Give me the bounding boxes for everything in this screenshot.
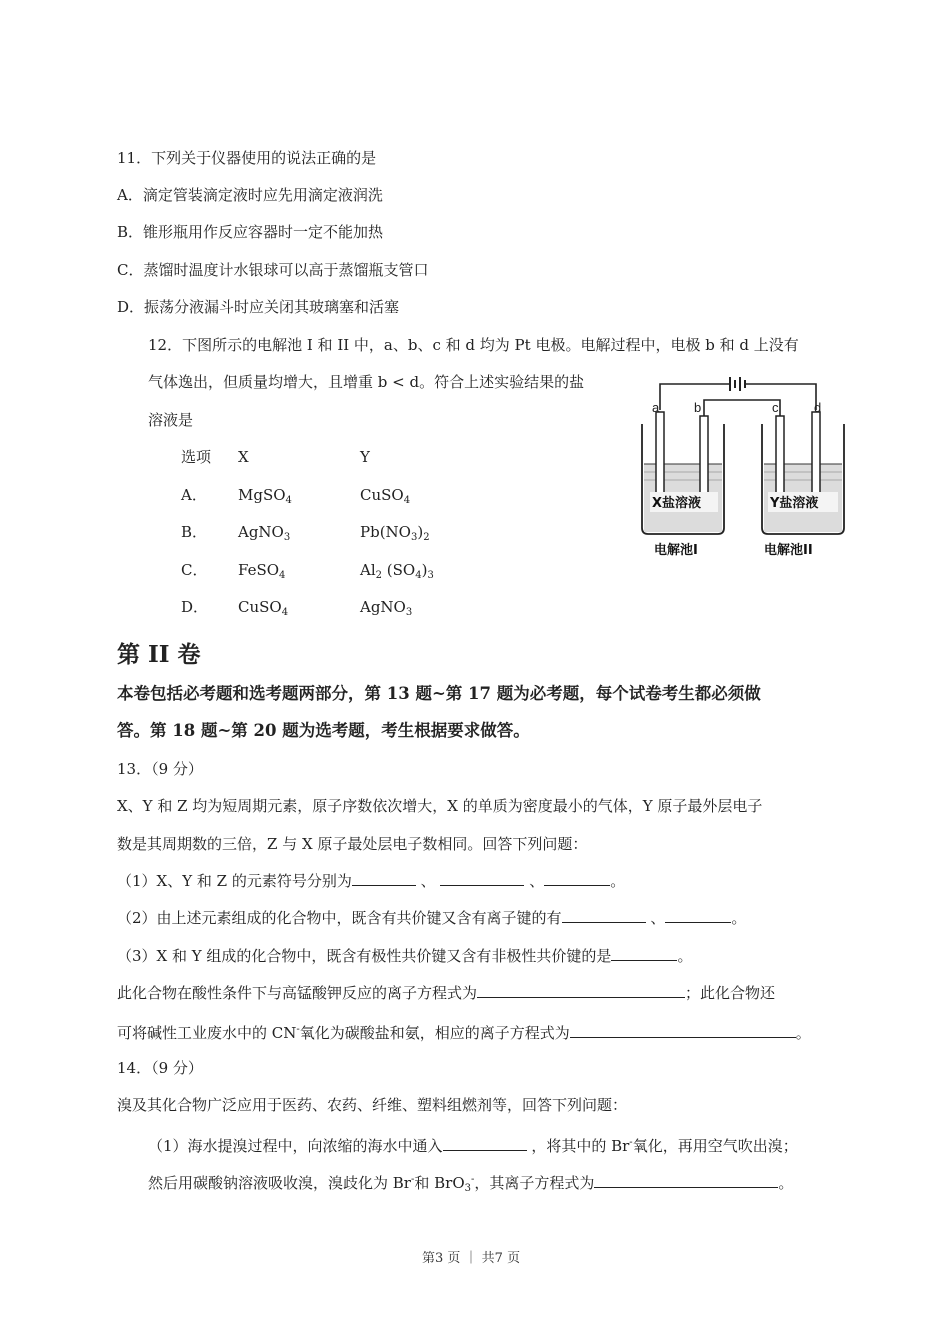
q12-stem-line2: 气体逸出，但质量均增大，且增重 b < d。符合上述实验结果的盐 bbox=[148, 373, 585, 391]
electrolysis-figure bbox=[636, 372, 876, 562]
q13-sub1: （1）X、Y 和 Z 的元素符号分别为 、 、 。 bbox=[117, 872, 626, 890]
q13-sub5: 可将碱性工业废水中的 CN-氧化为碳酸盐和氨，相应的离子方程式为 。 bbox=[117, 1024, 811, 1042]
row-b-y: $Pb(NO_3)_2$ bbox=[360, 523, 430, 543]
answer-blank[interactable] bbox=[562, 908, 646, 923]
row-d-label: D． bbox=[181, 598, 209, 616]
q11-stem: 11．下列关于仪器使用的说法正确的是 bbox=[117, 149, 377, 167]
table-header-y: Y bbox=[360, 448, 370, 466]
row-c-label: C． bbox=[181, 561, 208, 579]
electrode-label-d: d bbox=[814, 400, 822, 415]
row-d-x: CuSO$_4$ bbox=[238, 598, 289, 618]
answer-blank[interactable] bbox=[443, 1136, 527, 1151]
q11-option-a: A．滴定管装滴定液时应先用滴定液润洗 bbox=[117, 186, 383, 204]
row-b-label: B． bbox=[181, 523, 208, 541]
section-title: 第 II 卷 bbox=[117, 641, 201, 668]
electrode-label-a: a bbox=[652, 400, 660, 415]
table-header-x: X bbox=[238, 448, 249, 466]
electrode-label-c: c bbox=[772, 400, 779, 415]
q13-sub2: （2）由上述元素组成的化合物中，既含有共价键又含有离子键的有 、 。 bbox=[117, 909, 747, 927]
answer-blank[interactable] bbox=[544, 871, 610, 886]
row-a-x: MgSO$_4$ bbox=[238, 486, 292, 506]
beaker-2 bbox=[762, 412, 844, 534]
cell1-name: 电解池I bbox=[654, 543, 698, 558]
row-c-y: $Al_2$ $(SO_4)_3$ bbox=[360, 561, 434, 581]
q12-stem-line3: 溶液是 bbox=[148, 411, 194, 429]
q14-sub2: 然后用碳酸钠溶液吸收溴，溴歧化为 Br-和 BrO$_3$-，其离子方程式为 。 bbox=[148, 1174, 794, 1194]
q11-option-c: C．蒸馏时温度计水银球可以高于蒸馏瓶支管口 bbox=[117, 261, 429, 279]
row-c-x: FeSO$_4$ bbox=[238, 561, 286, 581]
q13-sub4: 此化合物在酸性条件下与高锰酸钾反应的离子方程式为 ；此化合物还 bbox=[117, 984, 776, 1002]
row-b-x: AgNO$_3$ bbox=[238, 523, 291, 543]
answer-blank[interactable] bbox=[665, 908, 731, 923]
answer-blank[interactable] bbox=[611, 946, 677, 961]
answer-blank[interactable] bbox=[477, 983, 685, 998]
cell2-solution-label: Y盐溶液 bbox=[770, 496, 819, 511]
q14-header: 14．（9 分） bbox=[117, 1059, 203, 1077]
answer-blank[interactable] bbox=[352, 871, 416, 886]
row-a-y: CuSO$_4$ bbox=[360, 486, 411, 506]
q14-para1: 溴及其化合物广泛应用于医药、农药、纤维、塑料组燃剂等，回答下列问题： bbox=[117, 1096, 628, 1114]
section-intro-line2: 答。第 18 题~第 20 题为选考题，考生根据要求做答。 bbox=[117, 721, 530, 740]
q13-sub3: （3）X 和 Y 组成的化合物中，既含有极性共价键又含有非极性共价键的是 。 bbox=[117, 947, 693, 965]
row-a-label: A． bbox=[181, 486, 207, 504]
cell1-solution-label: X盐溶液 bbox=[652, 496, 702, 511]
q13-header: 13．（9 分） bbox=[117, 760, 203, 778]
row-d-y: AgNO$_3$ bbox=[360, 598, 413, 618]
q11-option-b: B．锥形瓶用作反应容器时一定不能加热 bbox=[117, 223, 384, 241]
beaker-1 bbox=[642, 412, 724, 534]
electrode-label-b: b bbox=[694, 400, 702, 415]
q13-para2: 数是其周期数的三倍，Z 与 X 原子最处层电子数相同。回答下列问题： bbox=[117, 835, 588, 853]
answer-blank[interactable] bbox=[440, 871, 524, 886]
q12-stem-line1: 12．下图所示的电解池 I 和 II 中，a、b、c 和 d 均为 Pt 电极。电解过程中，电极 b 和 d 上没有 bbox=[148, 336, 799, 354]
cell2-name: 电解池II bbox=[764, 543, 813, 558]
answer-blank[interactable] bbox=[570, 1023, 796, 1038]
q14-sub1: （1）海水提溴过程中，向浓缩的海水中通入 ，将其中的 Br-氧化，再用空气吹出溴； bbox=[148, 1137, 798, 1155]
q11-option-d: D．振荡分液漏斗时应关闭其玻璃塞和活塞 bbox=[117, 298, 400, 316]
q13-para1: X、Y 和 Z 均为短周期元素，原子序数依次增大，X 的单质为密度最小的气体，Y 原子最外层电子 bbox=[117, 797, 763, 815]
answer-blank[interactable] bbox=[594, 1173, 778, 1188]
table-header-option: 选项 bbox=[181, 448, 212, 466]
section-intro-line1: 本卷包括必考题和选考题两部分，第 13 题~第 17 题为必考题，每个试卷考生都必须做 bbox=[117, 684, 761, 703]
page-footer: 第3 页 ｜ 共7 页 bbox=[422, 1251, 521, 1266]
